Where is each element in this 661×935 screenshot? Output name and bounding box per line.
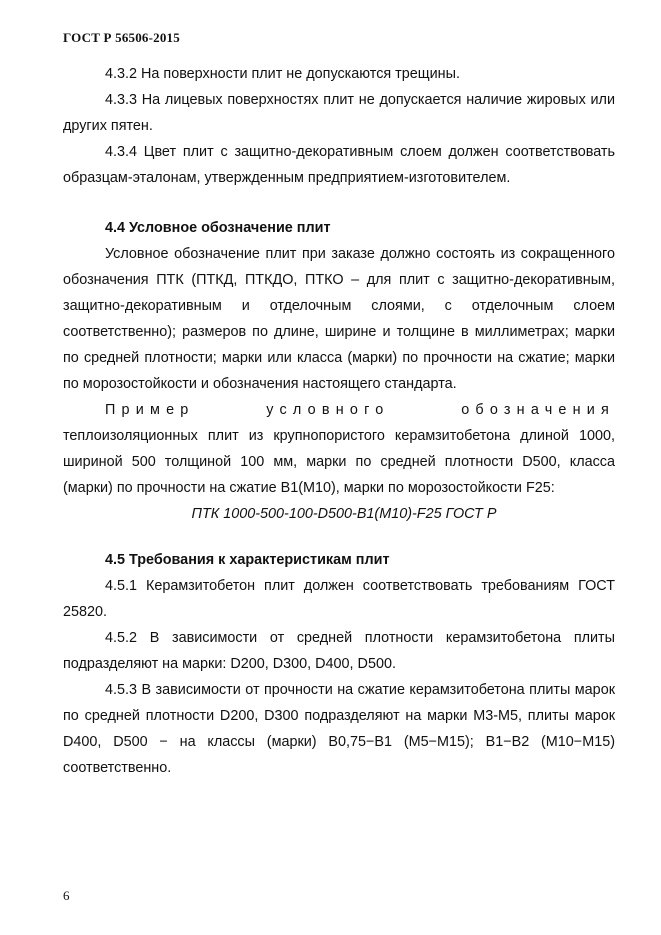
section-4-4-heading: 4.4 Условное обозначение плит xyxy=(105,220,331,236)
section-4-5-heading: 4.5 Требования к характеристикам плит xyxy=(105,552,390,568)
paragraph-4-5-2: 4.5.2 В зависимости от средней плотности керамзитобетона плиты подразделяют на марки: D200, D300, D400, D500. xyxy=(63,630,615,672)
designation-formula: ПТК 1000-500-100-D500-В1(М10)-F25 ГОСТ Р xyxy=(191,506,497,522)
designation-example xyxy=(63,397,615,501)
example-label: Пример условного обозначения xyxy=(105,402,615,418)
page-number: 6 xyxy=(63,888,70,903)
paragraph-4-5-3: 4.5.3 В зависимости от прочности на сжатие керамзитобетона плиты марок по средней плотности D200, D300 подразделяют на марки М3-М5, плиты марок D400, D500 − на классы (марки) В0,75−В1 (М5−М15); В1−В2 (М10−М15) соответственно. xyxy=(63,682,615,776)
page-body xyxy=(63,61,615,781)
example-text: теплоизоляционных плит из крупнопористого керамзитобетона длиной 1000, шириной 500 толщиной 100 мм, марки по средней плотности D500, класса (марки) по прочности на сжатие В1(М10), марки по морозостойкости F25: xyxy=(63,428,615,496)
paragraph-4-5-1: 4.5.1 Керамзитобетон плит должен соответствовать требованиям ГОСТ 25820. xyxy=(63,578,615,620)
paragraph-4-3-3: 4.3.3 На лицевых поверхностях плит не допускается наличие жировых или других пятен. xyxy=(63,92,615,134)
document-header: ГОСТ Р 56506-2015 xyxy=(63,30,180,45)
paragraph-4-4-designation: Условное обозначение плит при заказе должно состоять из сокращенного обозначения ПТК (ПТКД, ПТКДО, ПТКО – для плит с защитно-декоративным, защитно-декоративным и отделочным слоями, с отделочным слоем соответственно); размеров по длине, ширине и толщине в миллиметрах; марки по средней плотности; марки или класса (марки) по прочности на сжатие; марки по морозостойкости и обозначения настоящего стандарта. xyxy=(63,246,615,392)
paragraph-4-3-4: 4.3.4 Цвет плит с защитно-декоративным слоем должен соответствовать образцам-эталонам, утвержденным предприятием-изготовителем. xyxy=(63,144,615,186)
paragraph-4-3-2: 4.3.2 На поверхности плит не допускаются трещины. xyxy=(105,66,460,82)
